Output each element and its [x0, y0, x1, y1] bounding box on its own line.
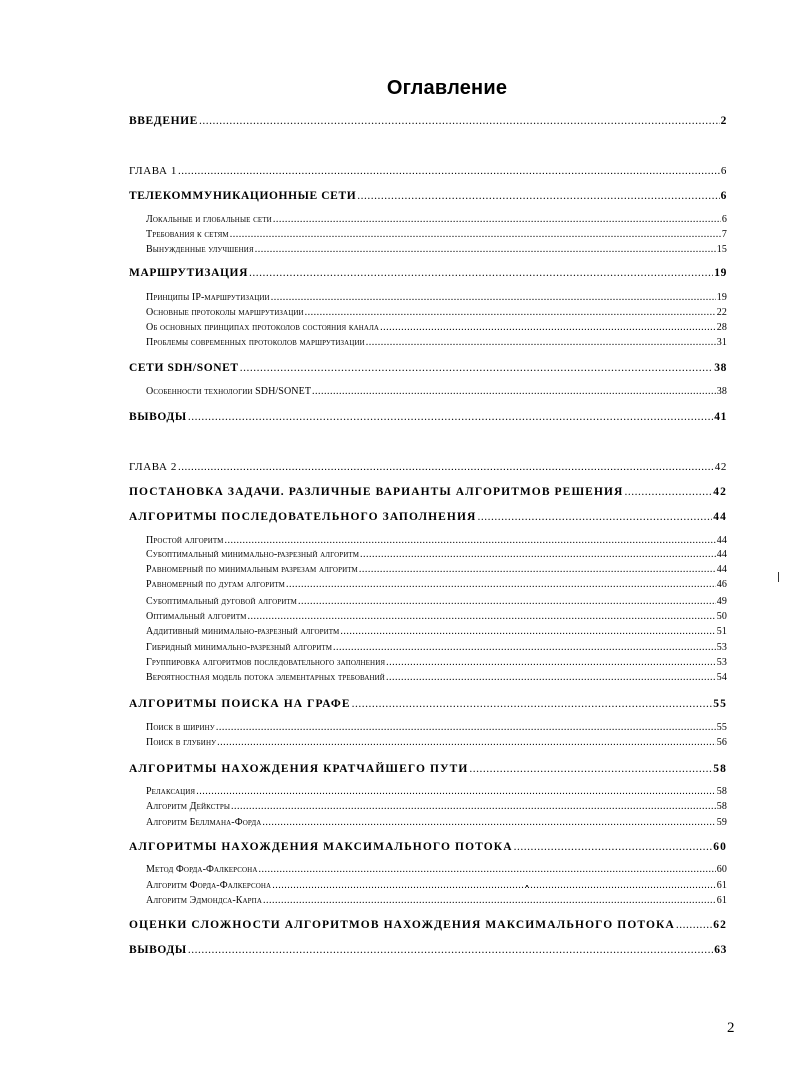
toc-section[interactable] — [129, 840, 727, 854]
toc-entry-title: МАРШРУТИЗАЦИЯ — [129, 267, 248, 279]
toc-entry-title: ОЦЕНКИ СЛОЖНОСТИ АЛГОРИТМОВ НАХОЖДЕНИЯ МАКСИМАЛЬНОГО ПОТОКА — [129, 919, 675, 931]
toc-entry-page: 50 — [716, 611, 727, 622]
toc-entry-page: 60 — [713, 841, 727, 853]
toc-dot-leader — [312, 385, 716, 399]
toc-dot-leader — [386, 656, 716, 670]
toc-entry-page: 19 — [716, 292, 727, 303]
toc-entry-title: Вероятностная модель потока элементарных требований — [146, 672, 385, 683]
toc-entry-title: ТЕЛЕКОММУНИКАЦИОННЫЕ СЕТИ — [129, 190, 357, 202]
page-number: 2 — [727, 1020, 735, 1036]
toc-dot-leader — [340, 625, 715, 639]
toc-dot-leader — [258, 863, 715, 877]
toc-subentry[interactable] — [146, 736, 727, 750]
toc-entry-page: 59 — [716, 817, 727, 828]
toc-entry-title: ВЫВОДЫ — [129, 411, 187, 423]
toc-entry-title: Поиск в глубину — [146, 737, 217, 748]
toc-dot-leader — [225, 534, 716, 548]
toc-dot-leader — [262, 816, 715, 830]
toc-entry-title: Локальные и глобальные сети — [146, 214, 272, 225]
toc-subentry[interactable] — [146, 816, 727, 830]
toc-entry-page: 22 — [716, 307, 727, 318]
toc-entry-title: Субоптимальный минимально-разрезный алгоритм — [146, 549, 360, 560]
toc-entry-title: СЕТИ SDH/SONET — [129, 362, 239, 374]
toc-entry-page: 53 — [716, 657, 727, 668]
toc-entry-page: 55 — [716, 722, 727, 733]
toc-entry-title: ПОСТАНОВКА ЗАДАЧИ. РАЗЛИЧНЫЕ ВАРИАНТЫ АЛГОРИТМОВ РЕШЕНИЯ — [129, 486, 624, 498]
toc-dot-leader — [249, 266, 713, 280]
toc-entry-title: ВЫВОДЫ — [129, 944, 187, 956]
toc-dot-leader — [366, 336, 716, 350]
toc-subentry[interactable] — [146, 610, 727, 624]
toc-dot-leader — [247, 610, 715, 624]
toc-dot-leader — [357, 189, 719, 203]
toc-subentry[interactable] — [146, 800, 727, 814]
toc-subentry[interactable] — [146, 534, 727, 548]
toc-entry-page: 44 — [716, 535, 727, 546]
toc-entry-page: 61 — [716, 895, 727, 906]
toc-entry-page: 44 — [716, 564, 727, 575]
toc-entry-page: 63 — [714, 944, 727, 956]
toc-dot-leader — [469, 762, 712, 776]
toc-entry-page: 49 — [716, 596, 727, 607]
toc-entry-page: 31 — [716, 337, 727, 348]
toc-chapter[interactable] — [129, 460, 727, 474]
toc-entry-page: 44 — [713, 511, 727, 523]
toc-entry-page: 54 — [716, 672, 727, 683]
scan-artifact-dot — [526, 885, 528, 887]
toc-entry-title: Группировка алгоритмов последовательного заполнения — [146, 657, 386, 668]
toc-dot-leader — [196, 785, 716, 799]
toc-entry-title: Вынужденные улучшения — [146, 244, 254, 255]
toc-subentry[interactable] — [146, 894, 727, 908]
toc-entry-page: 7 — [721, 229, 727, 240]
toc-dot-leader — [188, 943, 713, 957]
toc-entry-page: 6 — [720, 190, 727, 202]
toc-dot-leader — [273, 213, 721, 227]
toc-entry-title: Релаксация — [146, 786, 196, 797]
toc-dot-leader — [360, 548, 716, 562]
toc-subentry[interactable] — [146, 863, 727, 877]
toc-entry-title: Поиск в ширину — [146, 722, 215, 733]
toc-section[interactable] — [129, 114, 727, 128]
toc-section[interactable] — [129, 266, 727, 280]
toc-entry-title: Требования к сетям — [146, 229, 229, 240]
toc-subentry[interactable] — [146, 578, 727, 592]
toc-entry-title: Алгоритм Дейкстры — [146, 801, 231, 812]
toc-subentry[interactable] — [146, 563, 727, 577]
toc-dot-leader — [380, 321, 716, 335]
toc-section[interactable] — [129, 485, 727, 499]
toc-entry-page: 2 — [720, 115, 727, 127]
toc-entry-page: 41 — [714, 411, 727, 423]
toc-section[interactable] — [129, 943, 727, 957]
toc-subentry[interactable] — [146, 291, 727, 305]
toc-entry-title: Простой алгоритм — [146, 535, 224, 546]
toc-entry-page: 53 — [716, 642, 727, 653]
toc-entry-page: 56 — [716, 737, 727, 748]
toc-dot-leader — [240, 361, 714, 375]
toc-subentry[interactable] — [146, 336, 727, 350]
toc-dot-leader — [178, 460, 714, 474]
toc-entry-page: 6 — [721, 214, 727, 225]
toc-section[interactable] — [129, 697, 727, 711]
toc-entry-title: Алгоритм Беллмана-Форда — [146, 817, 262, 828]
toc-subentry[interactable] — [146, 228, 727, 242]
toc-dot-leader — [624, 485, 712, 499]
toc-entry-title: Аддитивный минимально-разрезный алгоритм — [146, 626, 340, 637]
toc-subentry[interactable] — [146, 213, 727, 227]
toc-entry-title: Алгоритм Эдмондса-Карпа — [146, 895, 262, 906]
toc-entry-page: 6 — [720, 165, 727, 177]
toc-section[interactable] — [129, 361, 727, 375]
toc-entry-title: АЛГОРИТМЫ ПОИСКА НА ГРАФЕ — [129, 698, 351, 710]
toc-dot-leader — [298, 595, 716, 609]
toc-entry-page: 58 — [716, 801, 727, 812]
toc-entry-title: Метод Форда-Фалкерсона — [146, 864, 258, 875]
toc-subentry[interactable] — [146, 306, 727, 320]
toc-section[interactable] — [129, 762, 727, 776]
toc-entry-page: 61 — [716, 880, 727, 891]
toc-dot-leader — [359, 563, 716, 577]
toc-entry-title: Особенности технологии SDH/SONET — [146, 386, 312, 397]
toc-entry-title: Принципы IP-маршрутизации — [146, 292, 270, 303]
toc-entry-page: 38 — [714, 362, 727, 374]
toc-dot-leader — [199, 114, 720, 128]
toc-dot-leader — [263, 894, 716, 908]
toc-dot-leader — [231, 800, 716, 814]
toc-entry-page: 58 — [713, 763, 727, 775]
toc-dot-leader — [514, 840, 713, 854]
toc-entry-page: 15 — [716, 244, 727, 255]
toc-entry-title: ГЛАВА 1 — [129, 165, 177, 177]
toc-entry-title: ВВЕДЕНИЕ — [129, 115, 198, 127]
toc-entry-page: 19 — [714, 267, 727, 279]
toc-dot-leader — [477, 510, 712, 524]
toc-dot-leader — [676, 918, 712, 932]
toc-subentry[interactable] — [146, 641, 727, 655]
toc-subentry[interactable] — [146, 671, 727, 685]
toc-entry-title: Алгоритм Форда-Фалкерсона — [146, 880, 272, 891]
toc-entry-title: ГЛАВА 2 — [129, 461, 177, 473]
toc-dot-leader — [272, 879, 716, 893]
toc-entry-title: АЛГОРИТМЫ НАХОЖДЕНИЯ МАКСИМАЛЬНОГО ПОТОКА — [129, 841, 513, 853]
toc-entry-title: Субоптимальный дуговой алгоритм — [146, 596, 298, 607]
scan-artifact-mark — [778, 572, 779, 582]
toc-entry-page: 38 — [716, 386, 727, 397]
toc-entry-page: 58 — [716, 786, 727, 797]
toc-subentry[interactable] — [146, 548, 727, 562]
toc-subentry[interactable] — [146, 595, 727, 609]
toc-dot-leader — [217, 736, 716, 750]
toc-entry-page: 46 — [716, 579, 727, 590]
toc-entry-title: АЛГОРИТМЫ НАХОЖДЕНИЯ КРАТЧАЙШЕГО ПУТИ — [129, 763, 469, 775]
toc-dot-leader — [216, 721, 716, 735]
toc-subentry[interactable] — [146, 243, 727, 257]
toc-dot-leader — [178, 164, 720, 178]
toc-entry-page: 42 — [714, 461, 727, 473]
toc-entry-page: 55 — [713, 698, 727, 710]
toc-entry-page: 44 — [716, 549, 727, 560]
toc-section[interactable] — [129, 189, 727, 203]
toc-subentry[interactable] — [146, 321, 727, 335]
toc-dot-leader — [255, 243, 716, 257]
toc-subentry[interactable] — [146, 785, 727, 799]
toc-dot-leader — [286, 578, 716, 592]
toc-entry-page: 62 — [713, 919, 727, 931]
toc-entry-title: Гибридный минимально-разрезный алгоритм — [146, 642, 333, 653]
toc-section[interactable] — [129, 918, 727, 932]
toc-subentry[interactable] — [146, 656, 727, 670]
toc-dot-leader — [352, 697, 713, 711]
toc-entry-title: Равномерный по минимальным разрезам алгоритм — [146, 564, 358, 575]
toc-entry-title: АЛГОРИТМЫ ПОСЛЕДОВАТЕЛЬНОГО ЗАПОЛНЕНИЯ — [129, 511, 477, 523]
toc-entry-title: Оптимальный алгоритм — [146, 611, 247, 622]
toc-entry-page: 28 — [716, 322, 727, 333]
toc-entry-title: Об основных принципах протоколов состояния канала — [146, 322, 380, 333]
toc-dot-leader — [333, 641, 716, 655]
toc-subentry[interactable] — [146, 879, 727, 893]
toc-chapter[interactable] — [129, 164, 727, 178]
toc-subentry[interactable] — [146, 385, 727, 399]
page-title: Оглавление — [386, 77, 508, 99]
toc-dot-leader — [386, 671, 716, 685]
toc-entry-title: Основные протоколы маршрутизации — [146, 307, 304, 318]
toc-dot-leader — [271, 291, 716, 305]
toc-dot-leader — [230, 228, 721, 242]
toc-entry-title: Равномерный по дугам алгоритм — [146, 579, 285, 590]
toc-subentry[interactable] — [146, 625, 727, 639]
toc-entry-title: Проблемы современных протоколов маршрутизации — [146, 337, 365, 348]
toc-entry-page: 51 — [716, 626, 727, 637]
toc-subentry[interactable] — [146, 721, 727, 735]
toc-dot-leader — [305, 306, 716, 320]
toc-entry-page: 42 — [713, 486, 727, 498]
toc-dot-leader — [188, 410, 713, 424]
toc-section[interactable] — [129, 410, 727, 424]
toc-entry-page: 60 — [716, 864, 727, 875]
toc-section[interactable] — [129, 510, 727, 524]
